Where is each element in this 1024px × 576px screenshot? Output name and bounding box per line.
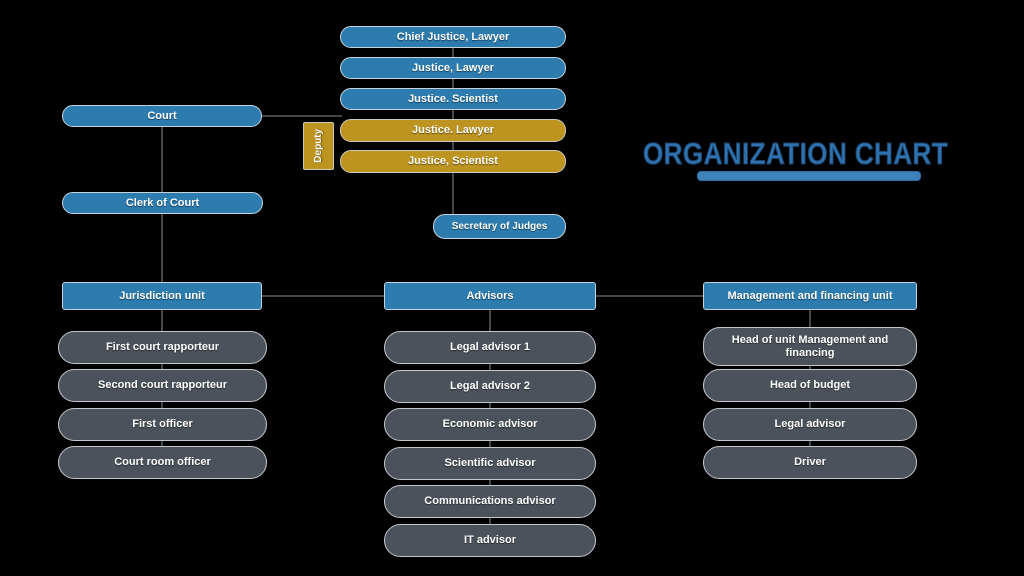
- unit-member-scientific-advisor: [384, 447, 596, 480]
- unit-member-legal-advisor-2: [384, 370, 596, 403]
- node-secretary-of-judges: [433, 214, 566, 239]
- unit-member-economic-advisor: [384, 408, 596, 441]
- node-justice-lawyer: [340, 57, 566, 79]
- node-label: Justice. Lawyer: [412, 124, 494, 137]
- node-justice-scientist: [340, 88, 566, 110]
- node-justice-lawyer-deputy: [340, 119, 566, 142]
- connector-headers-left: [261, 295, 386, 297]
- node-deputy: [303, 122, 334, 170]
- member-label: Economic advisor: [442, 418, 538, 431]
- unit-header-advisors: [384, 282, 596, 310]
- member-label: Second court rapporteur: [98, 379, 227, 392]
- unit-header-jurisdiction: [62, 282, 262, 310]
- unit-member-driver: [703, 446, 917, 479]
- node-label: Justice. Scientist: [408, 92, 498, 105]
- unit-member-it-advisor: [384, 524, 596, 557]
- unit-header-label: Management and financing unit: [727, 289, 893, 302]
- member-label: First officer: [132, 418, 193, 431]
- member-label: Legal advisor 2: [449, 380, 531, 393]
- unit-member-first-officer: [58, 408, 267, 441]
- page-title: ORGANIZATION CHART: [643, 136, 949, 171]
- member-label: Driver: [794, 456, 826, 469]
- member-label: Court room officer: [114, 456, 211, 469]
- connector-clerk-to-jurisdiction: [161, 213, 163, 283]
- member-label: Legal advisor 1: [449, 341, 531, 354]
- connector-headers-right: [595, 295, 705, 297]
- member-label: Head of budget: [769, 379, 851, 392]
- node-clerk-of-court: [62, 192, 263, 214]
- unit-member-head-of-unit: [703, 327, 917, 366]
- node-label: Clerk of Court: [125, 196, 200, 209]
- member-label: First court rapporteur: [105, 341, 220, 354]
- member-label: Head of unit Management and financing: [731, 333, 889, 359]
- node-label: Secretary of Judges: [451, 220, 548, 232]
- node-label: Court: [147, 109, 177, 122]
- unit-member-first-court-rapporteur: [58, 331, 267, 364]
- member-label: Scientific advisor: [444, 457, 536, 470]
- unit-header-management-financing: [703, 282, 917, 310]
- node-label: Justice, Scientist: [408, 155, 498, 168]
- unit-member-communications-advisor: [384, 485, 596, 518]
- node-court: [62, 105, 262, 127]
- unit-member-legal-advisor: [703, 408, 917, 441]
- node-label: Deputy: [312, 129, 324, 163]
- unit-member-legal-advisor-1: [384, 331, 596, 364]
- member-label: IT advisor: [464, 534, 516, 547]
- unit-header-label: Jurisdiction unit: [119, 289, 205, 302]
- member-label: Legal advisor: [774, 418, 846, 431]
- node-justice-scientist-deputy: [340, 150, 566, 173]
- unit-member-court-room-officer: [58, 446, 267, 479]
- node-chief-justice-lawyer: [340, 26, 566, 48]
- unit-header-label: Advisors: [466, 289, 514, 302]
- connector-court-to-justice: [261, 115, 342, 117]
- unit-member-second-court-rapporteur: [58, 369, 267, 402]
- node-label: Chief Justice, Lawyer: [396, 30, 510, 43]
- title-underline-bar: [697, 171, 921, 181]
- member-label: Communications advisor: [424, 495, 556, 508]
- unit-member-head-of-budget: [703, 369, 917, 402]
- connector-court-to-clerk: [161, 126, 163, 193]
- node-label: Justice, Lawyer: [412, 61, 494, 74]
